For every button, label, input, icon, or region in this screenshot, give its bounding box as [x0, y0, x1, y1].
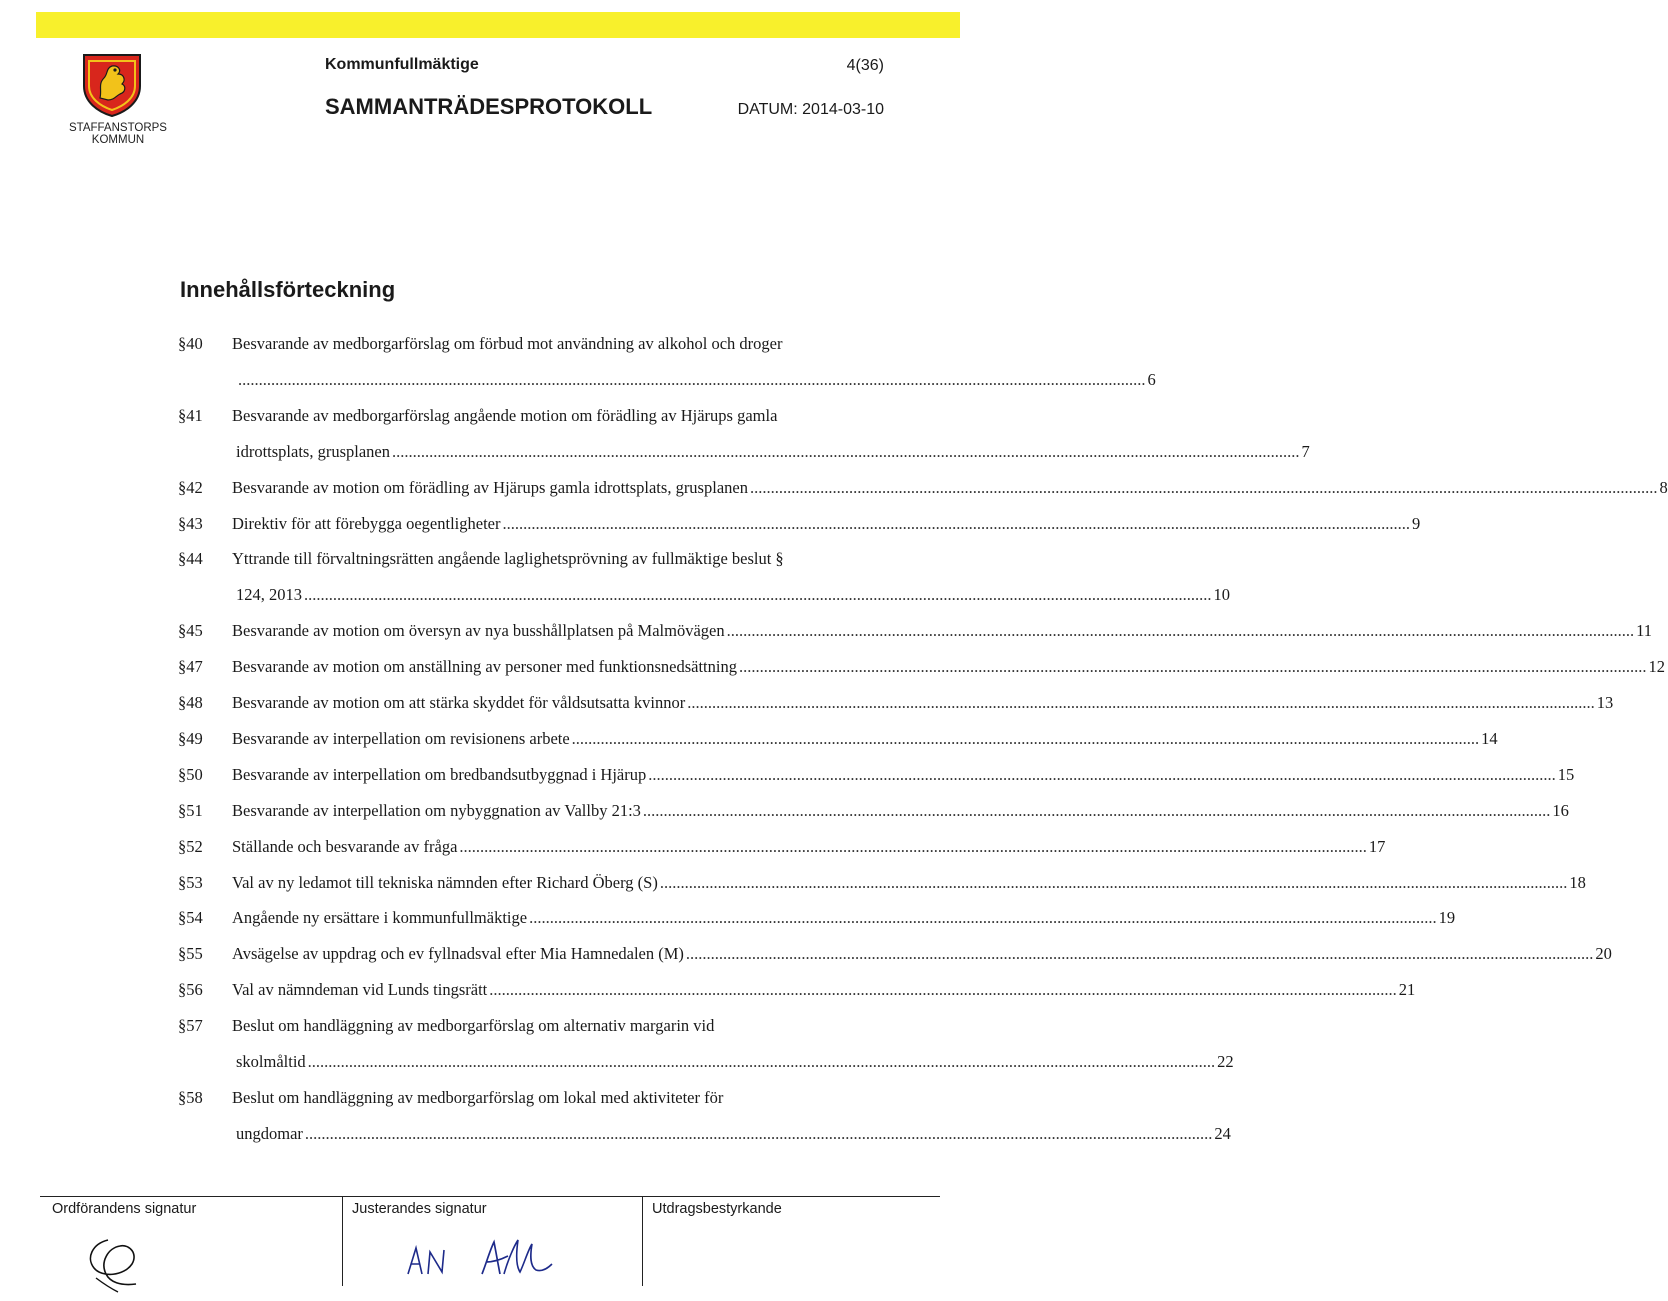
toc-entry-title: Angående ny ersättare i kommunfullmäktige — [232, 908, 528, 928]
toc-entry — [232, 477, 1668, 499]
toc-leader-dots: ............................................................................................................................................................................................................................ — [459, 836, 1367, 856]
toc-entry-title: Besvarande av motion om anställning av personer med funktionsnedsättning — [232, 657, 737, 677]
chair-signature-label: Ordförandens signatur — [52, 1201, 197, 1217]
toc-section-number: §50 — [178, 764, 203, 784]
toc-section-number: §44 — [178, 549, 203, 569]
toc-entry — [232, 656, 1665, 678]
toc-section-number: §49 — [178, 728, 203, 748]
toc-entry — [232, 943, 1612, 965]
toc-leader-dots: ............................................................................................................................................................................................................................ — [307, 1052, 1216, 1071]
toc-leader-dots: ............................................................................................................................................................................................................................ — [648, 764, 1556, 784]
toc-page-number: 21 — [1398, 980, 1416, 1000]
org-line-2: KOMMUN — [91, 134, 145, 146]
top-highlight-band — [36, 12, 960, 38]
chair-handwritten-signature — [80, 1234, 150, 1294]
toc-leader-dots: ............................................................................................................................................................................................................................ — [571, 728, 1480, 748]
toc-leader-dots: ............................................................................................................................................................................................................................ — [685, 944, 1594, 964]
toc-entry-title: Besvarande av interpellation om revisionens arbete — [232, 728, 570, 748]
toc-page-number: 13 — [1596, 693, 1614, 712]
toc-entry — [232, 979, 1416, 1001]
toc-leader-dots: ............................................................................................................................................................................................................................ — [502, 513, 1410, 533]
toc-entry — [236, 584, 1230, 606]
adjuster-signature-label: Justerandes signatur — [352, 1201, 487, 1217]
toc-leader-dots: ............................................................................................................................................................................................................................ — [391, 441, 1300, 461]
toc-heading: Innehållsförteckning — [180, 277, 396, 302]
toc-entry-title: Besvarande av interpellation om nybyggnation av Vallby 21:3 — [232, 800, 641, 820]
toc-page-number: 7 — [1301, 441, 1310, 461]
toc-leader-dots: ............................................................................................................................................................................................................................ — [738, 657, 1647, 677]
toc-leader-dots: ............................................................................................................................................................................................................................ — [687, 693, 1595, 712]
toc-entry-title: Direktiv för att förebygga oegentligheter — [232, 513, 501, 533]
toc-leader-dots: ............................................................................................................................................................................................................................ — [304, 1123, 1213, 1143]
toc-page-number: 24 — [1214, 1123, 1231, 1143]
certification-label: Utdragsbestyrkande — [652, 1201, 782, 1217]
toc-section-number: §54 — [178, 908, 203, 928]
toc-entry — [232, 800, 1569, 822]
toc-entry — [232, 620, 1652, 642]
toc-section-number: §52 — [178, 836, 203, 856]
toc-page-number: 22 — [1217, 1052, 1234, 1071]
toc-entry-title: Besvarande av interpellation om bredbandsutbyggnad i Hjärup — [232, 764, 647, 784]
toc-leader-dots: ............................................................................................................................................................................................................................ — [726, 621, 1635, 641]
toc-leader-dots: ............................................................................................................................................................................................................................ — [659, 872, 1568, 892]
toc-entry-title: skolmåltid — [236, 1052, 306, 1071]
org-line-1: STAFFANSTORPS — [69, 122, 167, 134]
toc-section-number: §48 — [178, 693, 203, 712]
toc-page-number: 18 — [1569, 872, 1586, 892]
toc-entry — [232, 513, 1421, 535]
toc-entry — [232, 872, 1586, 894]
signature-rule — [40, 1196, 940, 1197]
toc-entry — [232, 692, 1614, 714]
toc-section-number: §40 — [178, 334, 203, 353]
toc-section-number: §47 — [178, 657, 203, 677]
coat-of-arms-icon — [80, 52, 144, 118]
toc-section-number: §56 — [178, 980, 203, 1000]
toc-entry-title: Yttrande till förvaltningsrätten angående laglighetsprövning av fullmäktige beslut § — [232, 549, 784, 569]
toc-entry — [232, 728, 1498, 750]
toc-entry-title: Beslut om handläggning av medborgarförslag om lokal med aktiviteter för — [232, 1087, 724, 1107]
toc-entry-title: Besvarande av motion om förädling av Hjärups gamla idrottsplats, grusplanen — [232, 477, 748, 497]
toc-page-number: 8 — [1659, 477, 1668, 497]
toc-page-number: 15 — [1557, 764, 1575, 784]
toc-entry-title: Avsägelse av uppdrag och ev fyllnadsval efter Mia Hamnedalen (M) — [232, 944, 684, 964]
toc-leader-dots: ............................................................................................................................................................................................................................ — [642, 800, 1551, 820]
toc-entry — [232, 907, 1456, 929]
toc-entry — [236, 1123, 1231, 1145]
document-title: SAMMANTRÄDESPROTOKOLL — [325, 94, 653, 119]
toc-entry — [236, 1051, 1234, 1073]
toc-section-number: §42 — [178, 477, 203, 497]
toc-leader-dots: ............................................................................................................................................................................................................................ — [749, 477, 1658, 497]
municipality-name — [58, 122, 178, 146]
committee-name: Kommunfullmäktige — [325, 56, 479, 73]
toc-entry — [236, 369, 1156, 391]
toc-leader-dots: ............................................................................................................................................................................................................................ — [529, 908, 1437, 928]
toc-page-number: 11 — [1636, 621, 1652, 641]
toc-entry — [232, 836, 1386, 858]
toc-page-number: 19 — [1438, 908, 1456, 928]
toc-leader-dots: ............................................................................................................................................................................................................................ — [304, 585, 1212, 605]
toc-section-number: §53 — [178, 872, 203, 892]
adjuster-handwritten-signature — [400, 1234, 560, 1282]
toc-page-number: 17 — [1368, 836, 1386, 856]
toc-entry — [236, 441, 1310, 463]
toc-leader-dots: ............................................................................................................................................................................................................................ — [238, 369, 1146, 389]
toc-entry-title: Besvarande av medborgarförslag om förbud mot användning av alkohol och droger — [232, 334, 783, 353]
toc-section-number: §55 — [178, 944, 203, 964]
toc-entry-title: Val av ny ledamot till tekniska nämnden efter Richard Öberg (S) — [232, 872, 658, 892]
signature-divider — [642, 1196, 643, 1286]
toc-entry-title: Besvarande av motion om att stärka skyddet för våldsutsatta kvinnor — [232, 693, 686, 712]
toc-leader-dots: ............................................................................................................................................................................................................................ — [489, 980, 1397, 1000]
meeting-date: DATUM: 2014-03-10 — [737, 101, 884, 118]
toc-section-number: §51 — [178, 800, 203, 820]
toc-entry-title: Ställande och besvarande av fråga — [232, 836, 458, 856]
toc-section-number: §57 — [178, 1016, 203, 1036]
signature-divider — [342, 1196, 343, 1286]
toc-entry-title: idrottsplats, grusplanen — [236, 441, 390, 461]
page-number: 4(36) — [846, 57, 884, 74]
toc-entry-title: ungdomar — [236, 1123, 303, 1143]
municipality-logo — [58, 52, 178, 146]
toc-entry-title: Besvarande av medborgarförslag angående motion om förädling av Hjärups gamla — [232, 405, 778, 425]
toc-page-number: 14 — [1481, 728, 1498, 748]
toc-entry-title: Besvarande av motion om översyn av nya busshållplatsen på Malmövägen — [232, 621, 725, 641]
toc-entry-title: 124, 2013 — [236, 585, 302, 605]
toc-page-number: 10 — [1213, 585, 1230, 605]
toc-section-number: §41 — [178, 405, 203, 425]
toc-entry-title: Beslut om handläggning av medborgarförslag om alternativ margarin vid — [232, 1016, 715, 1036]
toc-page-number: 16 — [1552, 800, 1569, 820]
toc-section-number: §43 — [178, 513, 203, 533]
toc-section-number: §58 — [178, 1087, 203, 1107]
toc-page-number: 9 — [1411, 513, 1421, 533]
toc-page-number: 6 — [1147, 369, 1156, 389]
toc-page-number: 20 — [1595, 944, 1612, 964]
toc-page-number: 12 — [1648, 657, 1665, 677]
toc-entry — [232, 764, 1575, 786]
toc-entry-title: Val av nämndeman vid Lunds tingsrätt — [232, 980, 488, 1000]
toc-section-number: §45 — [178, 621, 203, 641]
